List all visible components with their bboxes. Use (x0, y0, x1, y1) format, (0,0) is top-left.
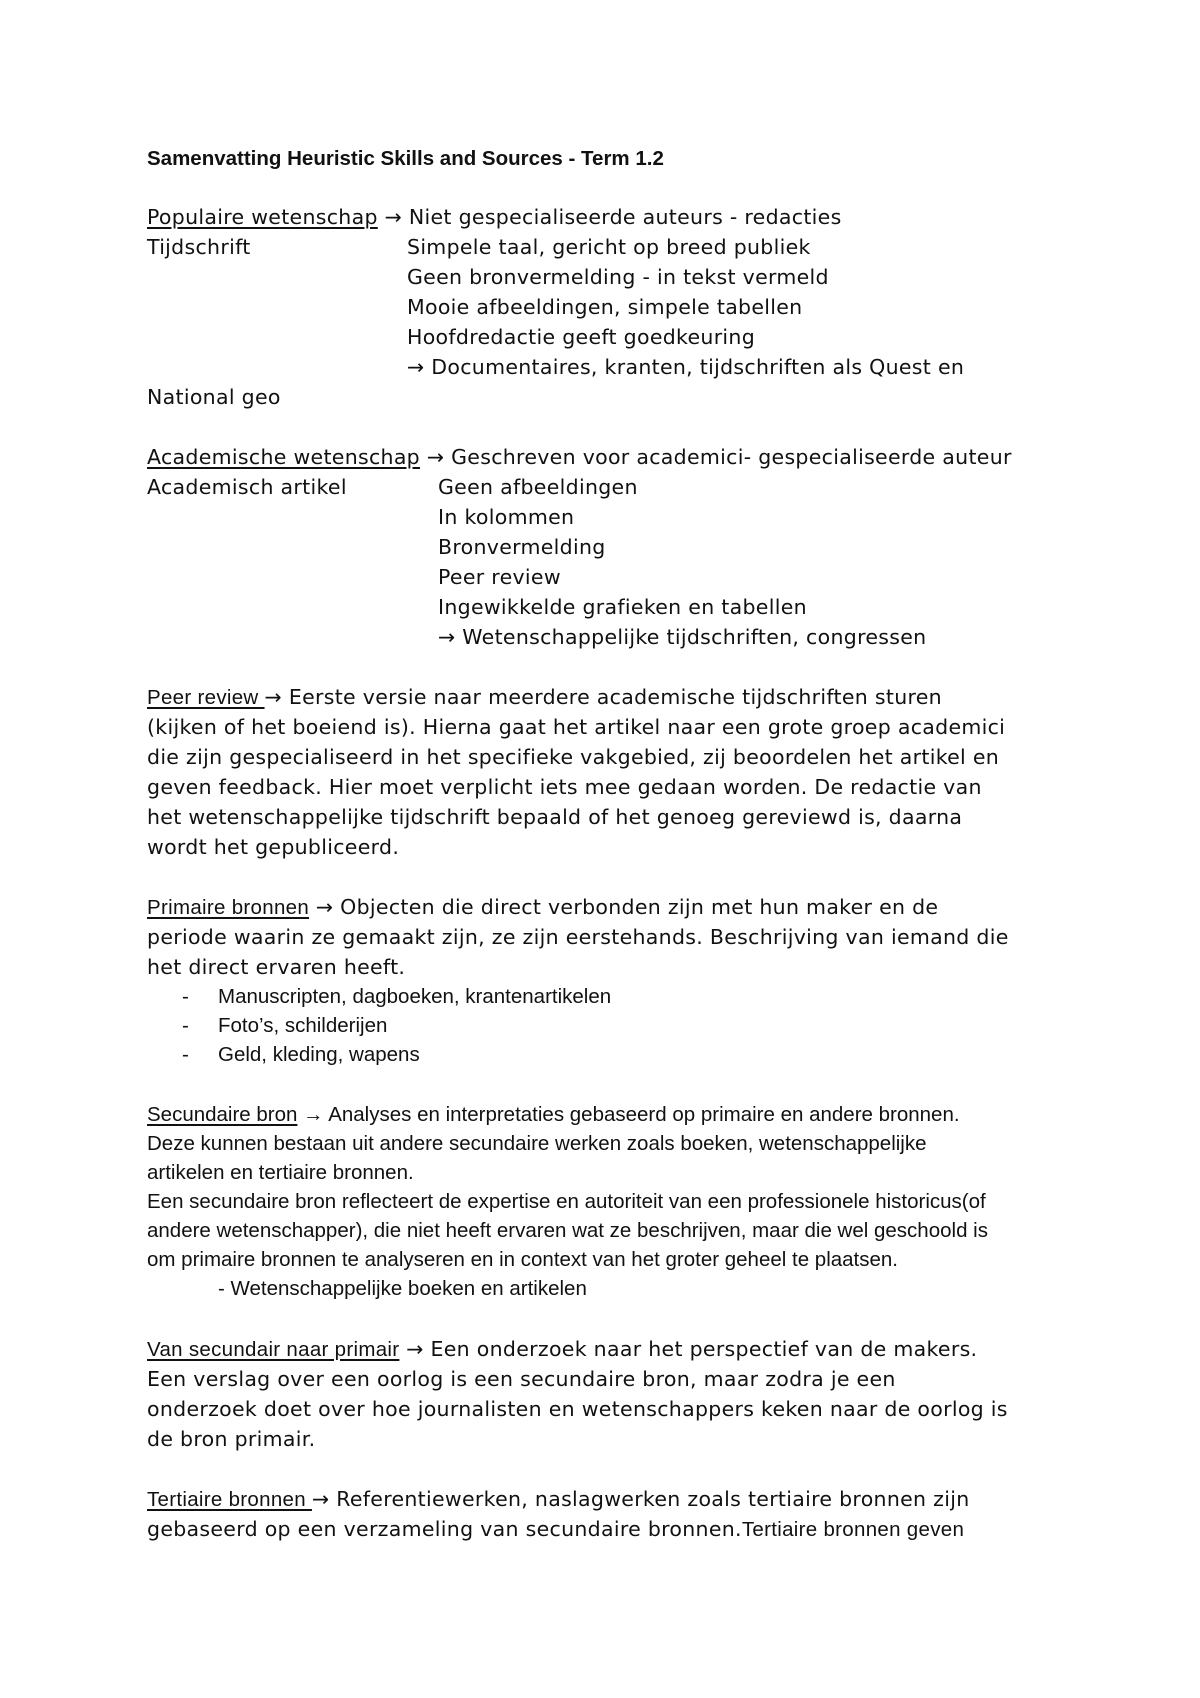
populair-continuation: National geo (147, 385, 281, 409)
primair-bullet-item: Manuscripten, dagboeken, krantenartikelen (218, 985, 612, 1008)
secundair-text: → Analyses en interpretaties gebaseerd op primaire en andere bronnen. (297, 1103, 960, 1126)
tertiair-tail: Tertiaire bronnen geven (741, 1518, 965, 1541)
academisch-item: In kolommen (438, 505, 575, 529)
peer-review-text: het wetenschappelijke tijdschrift bepaald of het genoeg gereviewd is, daarna (147, 805, 963, 829)
peer-review-text: → Eerste versie naar meerdere academische tijdschriften sturen (264, 685, 942, 709)
secundair-text: andere wetenschapper), die niet heeft ervaren wat ze beschrijven, maar die wel geschoold is (147, 1219, 988, 1242)
secundair-indent-item: - Wetenschappelijke boeken en artikelen (218, 1277, 587, 1300)
populair-item: Simpele taal, gericht op breed publiek (407, 235, 811, 259)
populair-item: Geen bronvermelding - in tekst vermeld (407, 265, 829, 289)
primair-bullet-item: Geld, kleding, wapens (218, 1043, 420, 1066)
peer-review-heading: Peer review (147, 686, 265, 709)
secundair-text: artikelen en tertiaire bronnen. (147, 1161, 414, 1184)
tertiair-line (147, 1487, 970, 1512)
populair-item: Mooie afbeeldingen, simpele tabellen (407, 295, 803, 319)
van-secundair-text: onderzoek doet over hoe journalisten en wetenschappers keken naar de oorlog is (147, 1397, 1008, 1421)
populair-item: → Documentaires, kranten, tijdschriften als Quest en (407, 355, 965, 379)
populair-label: Tijdschrift (147, 235, 251, 259)
tertiair-text: → Referentiewerken, naslagwerken zoals tertiaire bronnen zijn (311, 1487, 970, 1511)
academisch-heading-line (147, 445, 1012, 469)
academisch-item: Ingewikkelde grafieken en tabellen (438, 595, 807, 619)
van-secundair-heading: Van secundair naar primair (147, 1338, 400, 1361)
populair-item: Hoofdredactie geeft goedkeuring (407, 325, 756, 349)
secundair-text: Een secundaire bron reflecteert de expertise en autoriteit van een professionele historicus(of (147, 1190, 986, 1213)
document-title: Samenvatting Heuristic Skills and Sources - Term 1.2 (147, 147, 664, 170)
van-secundair-line (147, 1337, 977, 1362)
bullet-dash: - (182, 985, 189, 1008)
peer-review-text: geven feedback. Hier moet verplicht iets mee gedaan worden. De redactie van (147, 775, 982, 799)
primair-heading: Primaire bronnen (147, 896, 310, 919)
academisch-item: Bronvermelding (438, 535, 606, 559)
van-secundair-text: Een verslag over een oorlog is een secundaire bron, maar zodra je een (147, 1367, 896, 1391)
tertiair-text: gebaseerd op een verzameling van secundaire bronnen. (147, 1517, 742, 1541)
secundair-line (147, 1103, 960, 1127)
secundair-heading: Secundaire bron (147, 1103, 298, 1126)
primair-text: → Objecten die direct verbonden zijn met hun maker en de (309, 895, 939, 919)
peer-review-text: die zijn gespecialiseerd in het specifieke vakgebied, zij beoordelen het artikel en (147, 745, 1000, 769)
primair-text: periode waarin ze gemaakt zijn, ze zijn eerstehands. Beschrijving van iemand die (147, 925, 1009, 949)
peer-review-line (147, 685, 942, 710)
academisch-heading: Academische wetenschap (147, 445, 420, 469)
primair-line (147, 895, 938, 920)
bullet-dash: - (182, 1014, 189, 1037)
academisch-intro: → Geschreven voor academici- gespecialiseerde auteur (420, 445, 1012, 469)
populair-intro: → Niet gespecialiseerde auteurs - redacties (377, 205, 842, 229)
tertiair-heading: Tertiaire bronnen (147, 1488, 312, 1511)
secundair-text: om primaire bronnen te analyseren en in context van het groter geheel te plaatsen. (147, 1248, 898, 1271)
academisch-item: → Wetenschappelijke tijdschriften, congressen (438, 625, 927, 649)
tertiair-text-line (147, 1517, 964, 1542)
van-secundair-text: de bron primair. (147, 1427, 316, 1451)
peer-review-text: (kijken of het boeiend is). Hierna gaat het artikel naar een grote groep academici (147, 715, 1006, 739)
academisch-item: Peer review (438, 565, 561, 589)
academisch-item: Geen afbeeldingen (438, 475, 638, 499)
populair-heading: Populaire wetenschap (147, 205, 378, 229)
van-secundair-text: → Een onderzoek naar het perspectief van de makers. (399, 1337, 978, 1361)
secundair-text: Deze kunnen bestaan uit andere secundaire werken zoals boeken, wetenschappelijke (147, 1132, 927, 1155)
peer-review-text: wordt het gepubliceerd. (147, 835, 400, 859)
academisch-label: Academisch artikel (147, 475, 347, 499)
primair-bullet-item: Foto’s, schilderijen (218, 1014, 388, 1037)
bullet-dash: - (182, 1043, 189, 1066)
populair-heading-line (147, 205, 842, 229)
primair-text: het direct ervaren heeft. (147, 955, 406, 979)
